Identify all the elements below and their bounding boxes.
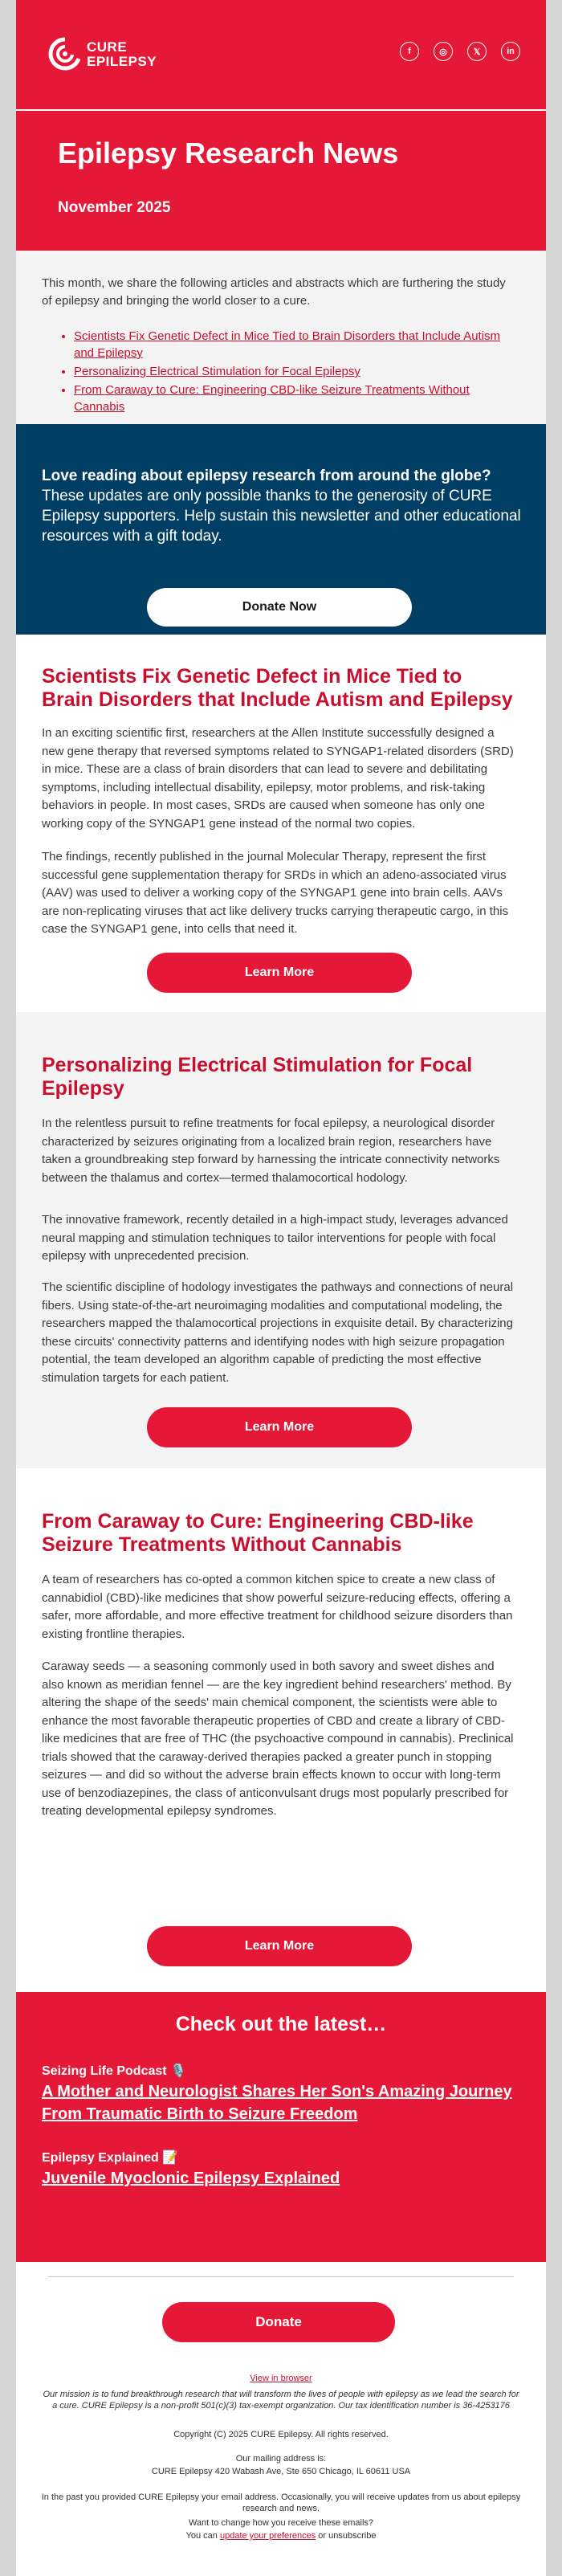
donate-appeal-body: These updates are only possible thanks to the generosity of CURE Epilepsy supporters. Help sustain this newsletter and other educational resources with a gift today.	[42, 488, 521, 545]
check-out-latest-section	[16, 1992, 546, 2262]
article-paragraph: In an exciting scientific first, researchers at the Allen Institute successfully designed a new gene therapy that reversed symptoms related to SYNGAP1-related disorders (SRD) in mice. These are a class of brain disorders that can lead to severe and debilitating symptoms, including intellectual disability, epilepsy, motor problems, and risk-taking behaviors in people. In most cases, SRDs are caused when someone has only one working copy of the SYNGAP1 gene instead of the normal two copies.	[42, 726, 514, 831]
logo-word-epilepsy: EPILEPSY	[87, 54, 157, 69]
change-prompt: Want to change how you receive these emails?	[188, 2518, 374, 2528]
logo-mark-icon	[48, 37, 82, 71]
article-paragraph: In the relentless pursuit to refine treatments for focal epilepsy, a neurological disorder characterized by seizures originating from a localized brain region, researchers have taken a groundbreaking step forward by harnessing the intricate connectivity networks between the thalamus and cortex—termed thalamocortical hodology.	[42, 1117, 500, 1185]
article-2	[16, 1012, 546, 1468]
intro-text: This month, we share the following articles and abstracts which are furthering the study of epilepsy and bringing the world closer to a cure.	[42, 276, 506, 308]
article-paragraph: A team of researchers has co-opted a common kitchen spice to create a new class of cannabidiol (CBD)-like medicines that show powerful seizure-reducing effects, offering a safer, more affordable, and more effective treatment for childhood seizure disorders than existing frontline therapies.	[42, 1573, 513, 1641]
donate-now-button[interactable]: Donate Now	[147, 588, 412, 627]
latest-link-explained[interactable]: Juvenile Myoclonic Epilepsy Explained	[42, 2170, 340, 2187]
social-links	[400, 42, 520, 61]
mission-statement: Our mission is to fund breakthrough research that will transform the lives of people with epilepsy as we lead the search for a cure. CURE Epilepsy is a non-profit 501(c)(3) tax-exempt organization. Our tax identification number is 36-4253176	[43, 2390, 519, 2411]
newsletter-title: Epilepsy Research News	[58, 137, 399, 169]
mailing-label: Our mailing address is:	[235, 2454, 327, 2464]
article-link-1[interactable]: Scientists Fix Genetic Defect in Mice Tied to Brain Disorders that Include Autism and Epilepsy	[74, 329, 501, 360]
article-link-list	[58, 328, 523, 417]
donate-button[interactable]: Donate	[162, 2302, 395, 2342]
newsletter-date: November 2025	[58, 199, 171, 216]
header-top-bar	[16, 0, 546, 111]
x-icon[interactable]: 𝕏	[467, 42, 487, 61]
unsubscribe-link[interactable]: unsubscribe	[328, 2531, 377, 2541]
view-in-browser-line	[40, 2373, 522, 2384]
donate-appeal-text	[42, 466, 523, 546]
article-title: Scientists Fix Genetic Defect in Mice Tied to Brain Disorders that Include Autism and Epilepsy	[42, 665, 513, 711]
divider	[48, 2276, 514, 2277]
or-text: or	[318, 2531, 327, 2541]
article-paragraph: The findings, recently published in the journal Molecular Therapy, represent the first successful gene supplementation therapy for SRDs in which an adeno-associated virus (AAV) was used to deliver a working copy of the SYNGAP1 gene into brain cells. AAVs are non-replicating viruses that act like delivery trucks carrying therapeutic cargo, in this case the SYNGAP1 gene, into cells that need it.	[42, 850, 509, 936]
latest-heading: Check out the latest…	[175, 2013, 387, 2035]
donate-appeal-heading: Love reading about epilepsy research from around the globe?	[42, 467, 491, 484]
article-link-2[interactable]: Personalizing Electrical Stimulation for Focal Epilepsy	[74, 365, 360, 378]
copyright: Copyright (C) 2025 CURE Epilepsy. All rights reserved.	[173, 2430, 389, 2439]
article-link-3[interactable]: From Caraway to Cure: Engineering CBD-like Seizure Treatments Without Cannabis	[74, 383, 470, 414]
learn-more-button[interactable]: Learn More	[147, 1926, 412, 1966]
logo-word-cure: CURE	[87, 39, 128, 55]
article-paragraph: The innovative framework, recently detailed in a high-impact study, leverages advanced neural mapping and stimulation techniques to tailor interventions for people with focal epilepsy with unprecedented precision.	[42, 1213, 508, 1263]
list-item	[74, 363, 523, 380]
email-container	[16, 0, 546, 2576]
donate-appeal	[16, 424, 546, 635]
learn-more-button[interactable]: Learn More	[147, 1407, 412, 1447]
cure-epilepsy-logo[interactable]	[48, 37, 177, 74]
learn-more-button[interactable]: Learn More	[147, 953, 412, 993]
instagram-icon[interactable]: ◎	[434, 42, 453, 61]
latest-category: Epilepsy Explained 📝	[42, 2151, 179, 2165]
article-paragraph: The scientific discipline of hodology investigates the pathways and connections of neural fibers. Using state-of-the-art neuroimaging modalities and computational modeling, the researchers mapped the thalamocortical projections in exquisite detail. By characterizing these circuits' connectivity patterns and identifying nodes with high seizure propagation potential, the team developed an algorithm capable of predicting the most effective stimulation targets for each patient.	[42, 1280, 514, 1385]
article-1	[16, 635, 546, 1012]
view-in-browser-link[interactable]: View in browser	[250, 2374, 312, 2383]
article-paragraph: Caraway seeds — a seasoning commonly used in both savory and sweet dishes and also known as meridian fennel — are the key ingredient behind researchers' method. By altering the shape of the seeds' main chemical component, the scientists were able to enhance the most favorable therapeutic properties of CBD and create a library of CBD-like medicines that are free of THC (the psychoactive compound in cannabis). Preclinical trials showed that the caraway-derived therapies packed a greater punch in stopping seizures — and did so without the adverse brain effects known to occur with long-term use of benzodiazepines, the class of anticonvulsant drugs most popularly prescribed for treating developmental epilepsy syndromes.	[42, 1659, 514, 1818]
article-title: From Caraway to Cure: Engineering CBD-like Seizure Treatments Without Cannabis	[42, 1510, 474, 1556]
facebook-icon[interactable]: f	[400, 42, 419, 61]
intro-section	[16, 251, 546, 424]
latest-category: Seizing Life Podcast 🎙️	[42, 2064, 186, 2078]
you-can-text: You can	[185, 2531, 218, 2541]
list-item	[74, 382, 523, 415]
preferences-line	[40, 2530, 522, 2541]
article-title: Personalizing Electrical Stimulation for Focal Epilepsy	[42, 1054, 473, 1100]
mailing-address: CURE Epilepsy 420 Wabash Ave, Ste 650 Chicago, IL 60611 USA	[151, 2467, 411, 2476]
article-3	[16, 1468, 546, 1992]
list-item	[74, 328, 523, 361]
update-preferences-link[interactable]: update your preferences	[219, 2531, 316, 2541]
past-notice: In the past you provided CURE Epilepsy your email address. Occasionally, you will receive updates from us about epilepsy research and news.	[41, 2492, 521, 2513]
linkedin-icon[interactable]: in	[501, 42, 520, 61]
latest-link-podcast[interactable]: A Mother and Neurologist Shares Her Son's Amazing Journey From Traumatic Birth to Seizure Freedom	[42, 2083, 512, 2123]
